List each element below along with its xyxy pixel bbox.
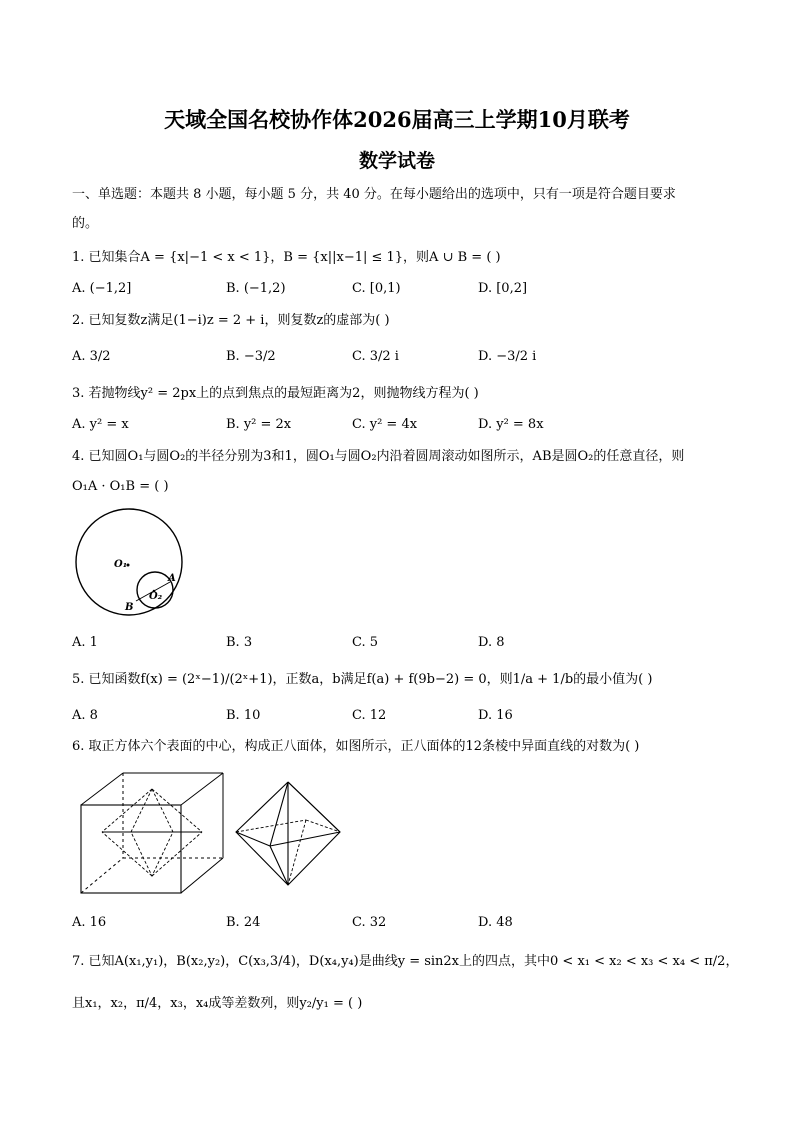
question-1-stem: 1. 已知集合A = {x|−1 < x < 1}，B = {x||x−1| ≤ 1}，则A ∪ B = ( ) bbox=[72, 250, 501, 265]
question-4-option-b[interactable]: B. 3 bbox=[226, 635, 253, 650]
question-5-option-a[interactable]: A. 8 bbox=[72, 708, 98, 723]
question-2-stem: 2. 已知复数z满足(1−i)z = 2 + i，则复数z的虚部为( ) bbox=[72, 313, 390, 328]
question-6-option-b[interactable]: B. 24 bbox=[226, 915, 261, 930]
question-3-option-a[interactable]: A. y² = x bbox=[72, 417, 129, 432]
question-1-option-a[interactable]: A. (−1,2] bbox=[72, 281, 132, 296]
question-4-stem-line1: 4. 已知圆O₁与圆O₂的半径分别为3和1，圆O₁与圆O₂内沿着圆周滚动如图所示，AB是圆O₂的任意直径，则 bbox=[72, 449, 685, 464]
question-4-option-c[interactable]: C. 5 bbox=[352, 635, 379, 650]
question-6-option-a[interactable]: A. 16 bbox=[72, 915, 107, 930]
question-6-octahedron-figure bbox=[232, 778, 344, 890]
question-6-cube-figure bbox=[78, 770, 228, 900]
label-o2: O₂ bbox=[149, 591, 163, 602]
question-6-option-c[interactable]: C. 32 bbox=[352, 915, 387, 930]
question-3-option-b[interactable]: B. y² = 2x bbox=[226, 417, 292, 432]
question-2-option-a[interactable]: A. 3/2 bbox=[72, 349, 111, 364]
question-3-option-d[interactable]: D. y² = 8x bbox=[478, 417, 544, 432]
label-b: B bbox=[125, 602, 134, 613]
question-7-stem-line1: 7. 已知A(x₁,y₁)，B(x₂,y₂)，C(x₃,3/4)，D(x₄,y₄)是曲线y = sin2x上的四点，其中0 < x₁ < x₂ < x₃ < x₄ < π/2， bbox=[72, 954, 739, 969]
question-3-stem: 3. 若抛物线y² = 2px上的点到焦点的最短距离为2，则抛物线方程为( ) bbox=[72, 386, 479, 401]
section-instructions-line1: 一、单选题：本题共 8 小题，每小题 5 分，共 40 分。在每小题给出的选项中，只有一项是符合题目要求 bbox=[72, 187, 676, 202]
question-2-option-b[interactable]: B. −3/2 bbox=[226, 349, 276, 364]
question-5-option-b[interactable]: B. 10 bbox=[226, 708, 261, 723]
label-o1: O₁ bbox=[114, 559, 128, 570]
question-4-figure bbox=[74, 508, 194, 620]
question-2-option-d[interactable]: D. −3/2 i bbox=[478, 349, 537, 364]
label-a: A bbox=[168, 573, 176, 584]
section-instructions-line2: 的。 bbox=[72, 216, 99, 231]
page-subtitle: 数学试卷 bbox=[358, 150, 435, 172]
circle-o1 bbox=[76, 509, 182, 615]
question-1-option-d[interactable]: D. [0,2] bbox=[478, 281, 528, 296]
question-4-stem-line2: O₁A · O₁B = ( ) bbox=[72, 479, 169, 494]
question-1-option-b[interactable]: B. (−1,2) bbox=[226, 281, 286, 296]
page-title: 天域全国名校协作体2026届高三上学期10月联考 bbox=[164, 107, 630, 132]
question-5-option-c[interactable]: C. 12 bbox=[352, 708, 387, 723]
question-6-stem: 6. 取正方体六个表面的中心，构成正八面体，如图所示，正八面体的12条棱中异面直线的对数为( ) bbox=[72, 739, 640, 754]
question-3-option-c[interactable]: C. y² = 4x bbox=[352, 417, 418, 432]
question-5-stem: 5. 已知函数f(x) = (2ˣ−1)/(2ˣ+1)，正数a，b满足f(a) + f(9b−2) = 0，则1/a + 1/b的最小值为( ) bbox=[72, 672, 653, 687]
question-4-option-a[interactable]: A. 1 bbox=[72, 635, 98, 650]
question-6-option-d[interactable]: D. 48 bbox=[478, 915, 513, 930]
question-2-option-c[interactable]: C. 3/2 i bbox=[352, 349, 399, 364]
question-4-option-d[interactable]: D. 8 bbox=[478, 635, 505, 650]
question-7-stem-line2: 且x₁，x₂，π/4，x₃，x₄成等差数列，则y₂/y₁ = ( ) bbox=[72, 996, 363, 1011]
question-1-option-c[interactable]: C. [0,1) bbox=[352, 281, 401, 296]
question-5-option-d[interactable]: D. 16 bbox=[478, 708, 513, 723]
